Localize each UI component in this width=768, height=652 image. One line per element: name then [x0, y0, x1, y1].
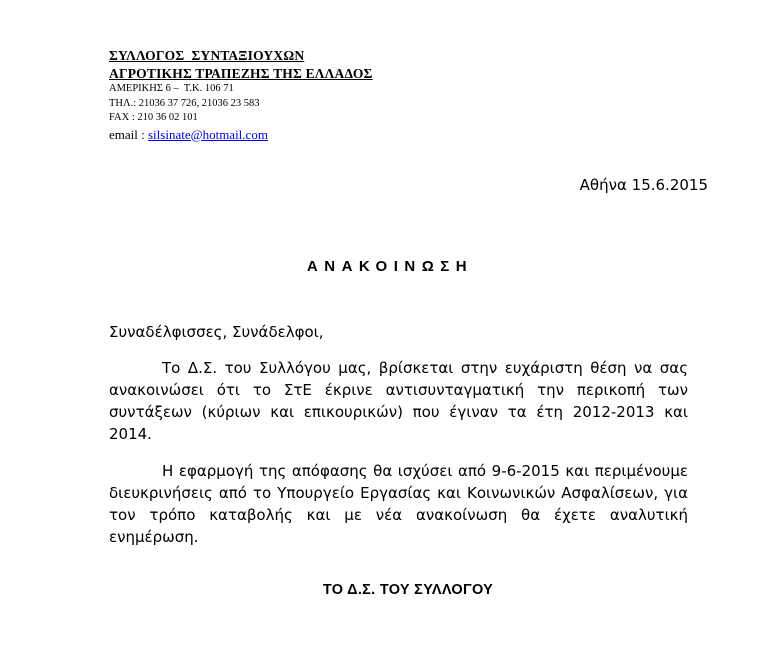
document-date: Αθήνα 15.6.2015 [579, 176, 708, 194]
paragraph-1: Το Δ.Σ. του Συλλόγου μας, βρίσκεται στην ευχάριστη θέση να σας ανακοινώσει ότι το ΣτΕ έκρινε αντισυνταγματική την περικοπή των συντάξεων (κύριων και επικουρικών) που έγιναν τα έτη 2012-2013 και 2014. [109, 359, 688, 443]
address-line: ΑΜΕΡΙΚΗΣ 6 – Τ.Κ. 106 71 [109, 83, 234, 94]
signature: ΤΟ Δ.Σ. ΤΟΥ ΣΥΛΛΟΓΟΥ [322, 582, 494, 598]
fax-line: FAX : 210 36 02 101 [109, 112, 198, 123]
salutation: Συναδέλφισσες, Συνάδελφοι, [109, 323, 324, 341]
email-line [109, 128, 373, 141]
email-label: email : [109, 126, 148, 142]
letterhead [109, 49, 373, 141]
document-title: ΑΝΑΚΟΙΝΩΣΗ [306, 258, 474, 275]
paragraph-2: Η εφαρμογή της απόφασης θα ισχύσει από 9-6-2015 και περιμένουμε διευκρινήσεις από το Υπουργείο Εργασίας και Κοινωνικών Ασφαλίσεων, για τον τρόπο καταβολής και με νέα ανακοίνωση θα έχετε αναλυτική ενημέρωση. [109, 462, 688, 546]
org-name-line-2: ΑΓΡΟΤΙΚΗΣ ΤΡΑΠΕΖΗΣ ΤΗΣ ΕΛΛΑΔΟΣ [109, 65, 373, 81]
org-name-line-1: ΣΥΛΛΟΓΟΣ ΣΥΝΤΑΞΙΟΥΧΩΝ [109, 48, 305, 63]
phone-line: ΤΗΛ.: 21036 37 726, 21036 23 583 [109, 97, 260, 109]
email-link[interactable]: silsinate@hotmail.com [148, 126, 268, 142]
